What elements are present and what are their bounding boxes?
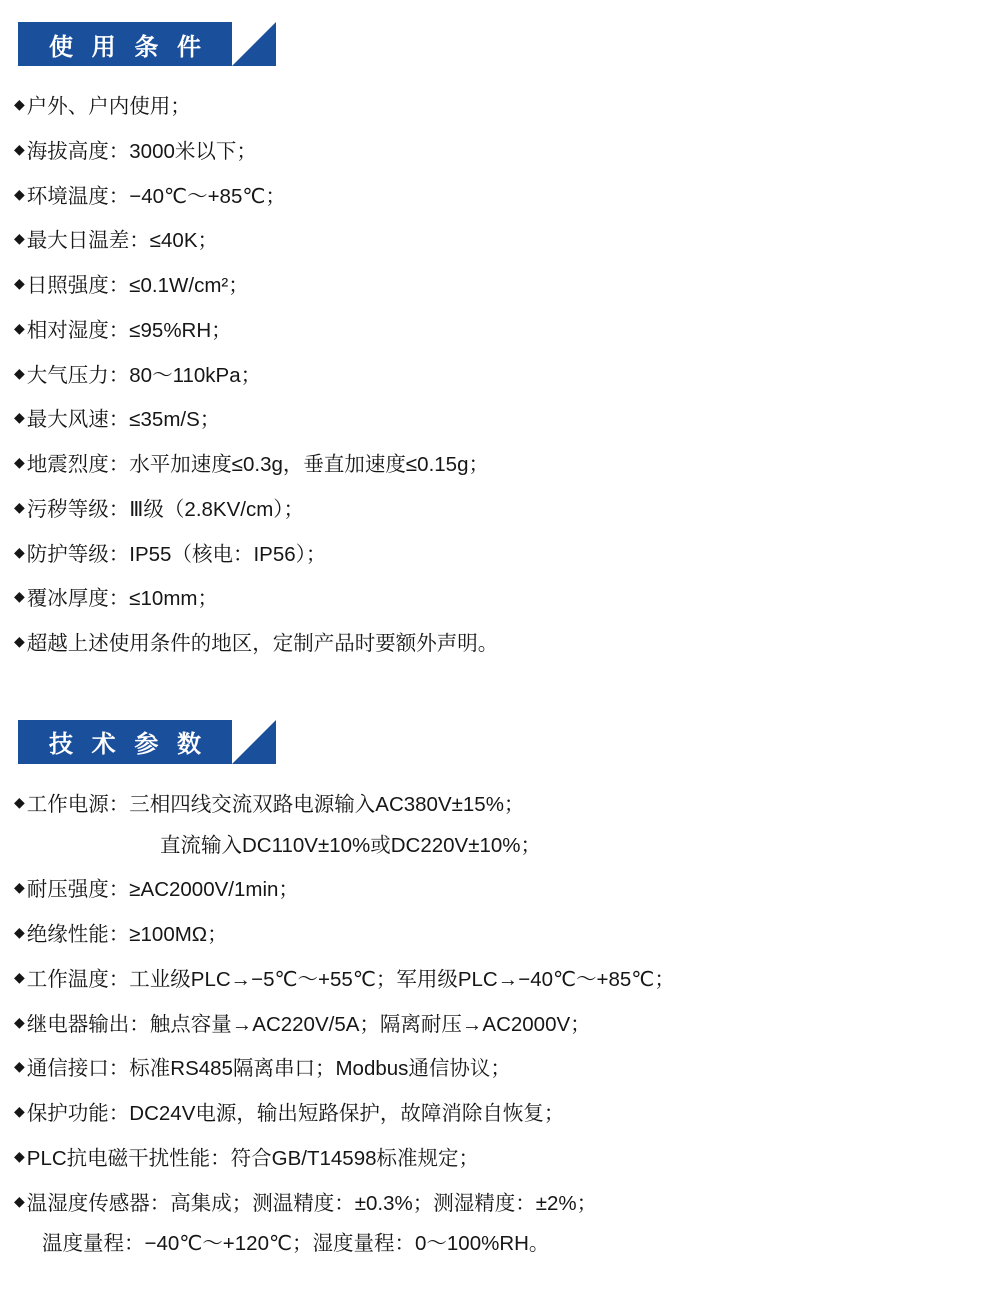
usage-conditions-list [0,92,1000,660]
list-item [0,1099,1000,1130]
diamond-bullet-icon: ◆ [14,588,25,605]
diamond-bullet-icon: ◆ [14,364,25,381]
list-item [0,137,1000,168]
list-item-text: 工作电源：三相四线交流双路电源输入AC380V±15%； [26,792,525,816]
list-item [0,226,1000,257]
list-item-text: 覆冰厚度：≤10mm； [26,587,218,611]
diamond-bullet-icon: ◆ [14,633,25,649]
list-item-text: 地震烈度：水平加速度≤0.3g，垂直加速度≤0.15g； [26,453,489,476]
list-item [0,271,1000,302]
diamond-bullet-icon: ◆ [14,409,25,426]
list-item [0,540,1000,571]
list-item-text: 通信接口：标准RS485隔离串口；Modbus通信协议； [26,1057,511,1081]
list-item-text: 防护等级：IP55（核电：IP56）； [26,542,327,566]
list-item-text: 最大风速：≤35m/S； [26,408,221,432]
diamond-bullet-icon: ◆ [14,1103,25,1119]
diamond-bullet-icon: ◆ [14,1013,25,1030]
list-item [0,1054,1000,1085]
technical-parameters-list [0,790,1000,1260]
diamond-bullet-icon: ◆ [14,230,25,247]
list-item-text: 户外、户内使用； [26,95,191,118]
list-item-text: 工作温度：工业级PLC→−5℃～+55℃；军用级PLC→−40℃～+85℃； [26,967,675,991]
list-item [0,629,1000,660]
diamond-bullet-icon: ◆ [14,543,25,560]
list-item [0,361,1000,392]
diamond-bullet-icon: ◆ [14,924,25,940]
diamond-bullet-icon: ◆ [14,454,25,470]
list-item-text: 最大日温差：≤40K； [26,229,219,253]
document-page [0,22,1000,1305]
diamond-bullet-icon: ◆ [14,1192,25,1209]
list-item [0,584,1000,615]
list-item-text: 继电器输出：触点容量→AC220V/5A；隔离耐压→AC2000V； [26,1012,591,1036]
diamond-bullet-icon: ◆ [14,879,25,896]
list-item [0,495,1000,526]
list-item [0,1144,1000,1175]
tech-section-header [18,720,278,764]
list-item [0,316,1000,347]
tech-section-title: 技 术 参 数 [48,731,207,759]
power-supply-second-line: 直流输入DC110V±10%或DC220V±10%； [160,833,542,857]
list-item-text: 大气压力：80～110kPa； [26,363,262,387]
diamond-bullet-icon: ◆ [14,140,25,157]
list-item [0,965,1000,996]
list-item-text: 保护功能：DC24V电源，输出短路保护，故障消除自恢复； [26,1102,565,1125]
list-item-text: 日照强度：≤0.1W/cm²； [26,274,249,297]
list-item [0,875,1000,906]
diamond-bullet-icon: ◆ [14,185,25,202]
usage-section-header [18,22,278,66]
list-item [0,405,1000,436]
diamond-bullet-icon: ◆ [14,1058,25,1075]
list-item-text: 海拔高度：3000米以下； [26,139,257,163]
list-item [0,1010,1000,1041]
list-item-text: 环境温度：−40℃～+85℃； [26,184,286,208]
diamond-bullet-icon: ◆ [14,1147,25,1164]
list-item-text: 绝缘性能：≥100MΩ； [26,923,228,946]
list-item-text: 相对湿度：≤95%RH； [26,318,232,342]
tech-banner-notch-icon [232,720,258,746]
diamond-bullet-icon: ◆ [14,319,25,336]
list-item-text: 污秽等级：Ⅲ级（2.8KV/cm）； [26,497,305,521]
usage-section-title: 使 用 条 件 [48,33,207,61]
list-item [0,790,1000,821]
list-item [0,92,1000,123]
sensor-range-second-line: 温度量程：−40℃～+120℃；湿度量程：0～100%RH。 [42,1232,550,1256]
diamond-bullet-icon: ◆ [14,275,25,291]
list-item-text: PLC抗电磁干扰性能：符合GB/T14598标准规定； [26,1146,480,1170]
diamond-bullet-icon: ◆ [14,498,25,515]
list-item-text: 超越上述使用条件的地区，定制产品时要额外声明。 [26,632,499,655]
list-item [0,182,1000,213]
usage-banner-notch-icon [232,22,258,48]
technical-parameters-section [0,720,1000,1260]
diamond-bullet-icon: ◆ [14,968,25,985]
list-item [0,1189,1000,1220]
list-item [0,450,1000,481]
list-item-text: 耐压强度：≥AC2000V/1min； [26,878,299,902]
usage-conditions-section [0,22,1000,660]
diamond-bullet-icon: ◆ [14,793,25,810]
list-item-text: 温湿度传感器：高集成；测温精度：±0.3%；测湿精度：±2%； [26,1191,598,1215]
diamond-bullet-icon: ◆ [14,96,25,112]
list-item [0,920,1000,951]
